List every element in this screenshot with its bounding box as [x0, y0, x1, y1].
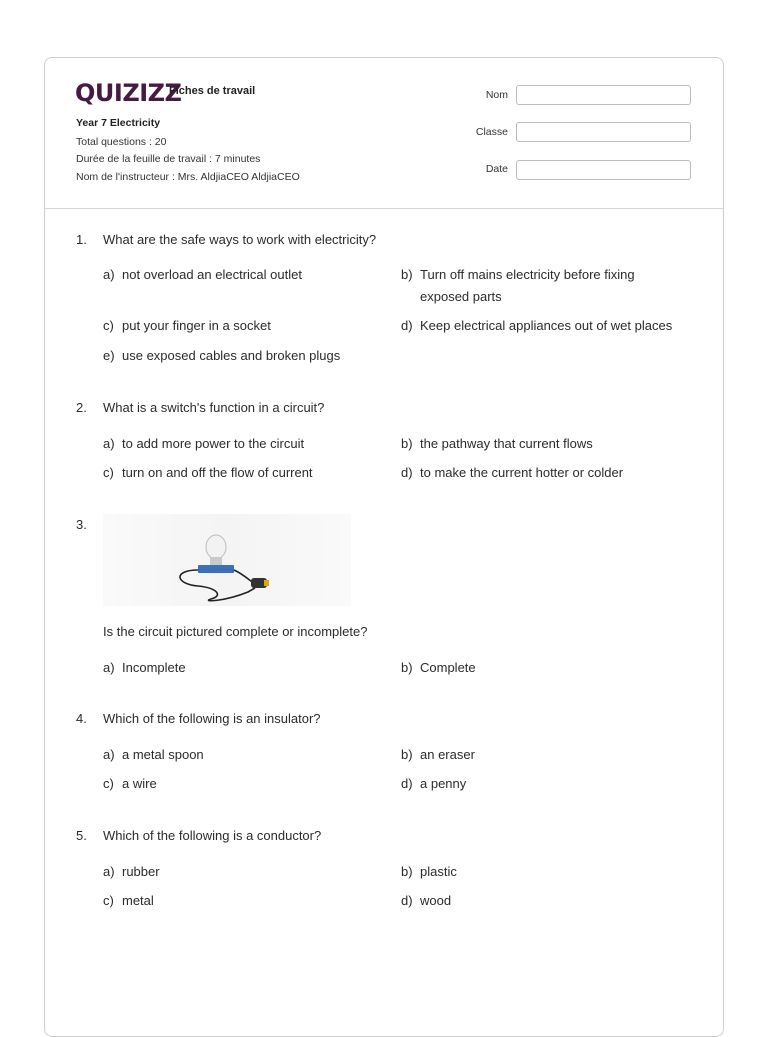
- class-label: Classe: [475, 126, 508, 138]
- option-text: [420, 264, 635, 308]
- option-letter: a): [103, 660, 115, 675]
- bulb-icon: [206, 535, 226, 559]
- option-b: [401, 861, 457, 883]
- option-letter: b): [401, 267, 413, 282]
- question-text: What are the safe ways to work with electricity?: [103, 232, 377, 247]
- option-letter: a): [103, 864, 115, 879]
- question-text: Is the circuit pictured complete or incomplete?: [103, 624, 368, 639]
- option-a: [103, 657, 186, 679]
- option-d: [401, 773, 466, 795]
- option-a: [103, 861, 160, 883]
- header-divider: [45, 208, 723, 209]
- total-questions: Total questions : 20: [76, 136, 167, 148]
- option-a: [103, 264, 302, 286]
- option-text: a penny: [420, 776, 467, 791]
- option-text: plastic: [420, 864, 457, 879]
- option-letter: b): [401, 864, 413, 879]
- question-number: 3.: [76, 517, 87, 532]
- option-text: use exposed cables and broken plugs: [122, 348, 341, 363]
- question-text: What is a switch's function in a circuit?: [103, 400, 325, 415]
- question-number: 2.: [76, 400, 87, 415]
- option-letter: b): [401, 747, 413, 762]
- option-text-line-2: exposed parts: [420, 289, 502, 304]
- option-letter: d): [401, 776, 413, 791]
- option-text-line-1: Turn off mains electricity before fixing: [420, 267, 635, 282]
- option-text: Complete: [420, 660, 476, 675]
- option-text: to add more power to the circuit: [122, 436, 305, 451]
- option-letter: c): [103, 318, 114, 333]
- option-letter: d): [401, 893, 413, 908]
- option-letter: e): [103, 348, 115, 363]
- option-text: Incomplete: [122, 660, 186, 675]
- option-letter: c): [103, 465, 114, 480]
- bulb-base: [210, 557, 222, 565]
- option-c: [103, 462, 313, 484]
- option-text: a metal spoon: [122, 747, 204, 762]
- option-a: [103, 433, 304, 455]
- instructor-name: Nom de l'instructeur : Mrs. AldjiaCEO AldjiaCEO: [76, 171, 300, 183]
- option-letter: c): [103, 776, 114, 791]
- option-letter: b): [401, 660, 413, 675]
- option-text: turn on and off the flow of current: [122, 465, 313, 480]
- option-d: [401, 315, 672, 337]
- wire: [180, 570, 255, 601]
- option-letter: d): [401, 465, 413, 480]
- worksheet-subtitle: Fiches de travail: [169, 85, 256, 97]
- option-text: wood: [420, 893, 452, 908]
- option-text: to make the current hotter or colder: [420, 465, 624, 480]
- option-letter: a): [103, 267, 115, 282]
- option-letter: c): [103, 893, 114, 908]
- name-label: Nom: [485, 89, 508, 101]
- option-text: rubber: [122, 864, 160, 879]
- option-b: [401, 744, 475, 766]
- option-b: [401, 264, 635, 308]
- option-letter: a): [103, 436, 115, 451]
- option-a: [103, 744, 204, 766]
- quizizz-logo: QUIZIZZ: [75, 79, 182, 107]
- option-letter: a): [103, 747, 115, 762]
- option-text: metal: [122, 893, 154, 908]
- date-field[interactable]: [516, 160, 691, 180]
- option-e: [103, 345, 340, 367]
- question-number: 5.: [76, 828, 87, 843]
- question-text: Which of the following is an insulator?: [103, 711, 321, 726]
- option-d: [401, 890, 451, 912]
- option-b: [401, 433, 593, 455]
- question-text: Which of the following is a conductor?: [103, 828, 322, 843]
- circuit-image: [103, 514, 351, 606]
- option-letter: d): [401, 318, 413, 333]
- option-text: not overload an electrical outlet: [122, 267, 302, 282]
- question-number: 1.: [76, 232, 87, 247]
- option-c: [103, 890, 154, 912]
- option-letter: b): [401, 436, 413, 451]
- date-label: Date: [485, 163, 508, 175]
- plug-tip: [264, 580, 269, 586]
- option-c: [103, 315, 271, 337]
- option-text: an eraser: [420, 747, 475, 762]
- option-c: [103, 773, 157, 795]
- class-field[interactable]: [516, 122, 691, 142]
- option-text: Keep electrical appliances out of wet places: [420, 318, 673, 333]
- worksheet-duration: Durée de la feuille de travail : 7 minutes: [76, 153, 261, 165]
- name-field[interactable]: [516, 85, 691, 105]
- option-text: a wire: [122, 776, 157, 791]
- circuit-board: [198, 565, 234, 573]
- option-b: [401, 657, 476, 679]
- option-text: put your finger in a socket: [122, 318, 271, 333]
- circuit-illustration: [103, 514, 351, 606]
- question-number: 4.: [76, 711, 87, 726]
- option-d: [401, 462, 623, 484]
- worksheet-title: Year 7 Electricity: [76, 117, 161, 129]
- option-text: the pathway that current flows: [420, 436, 593, 451]
